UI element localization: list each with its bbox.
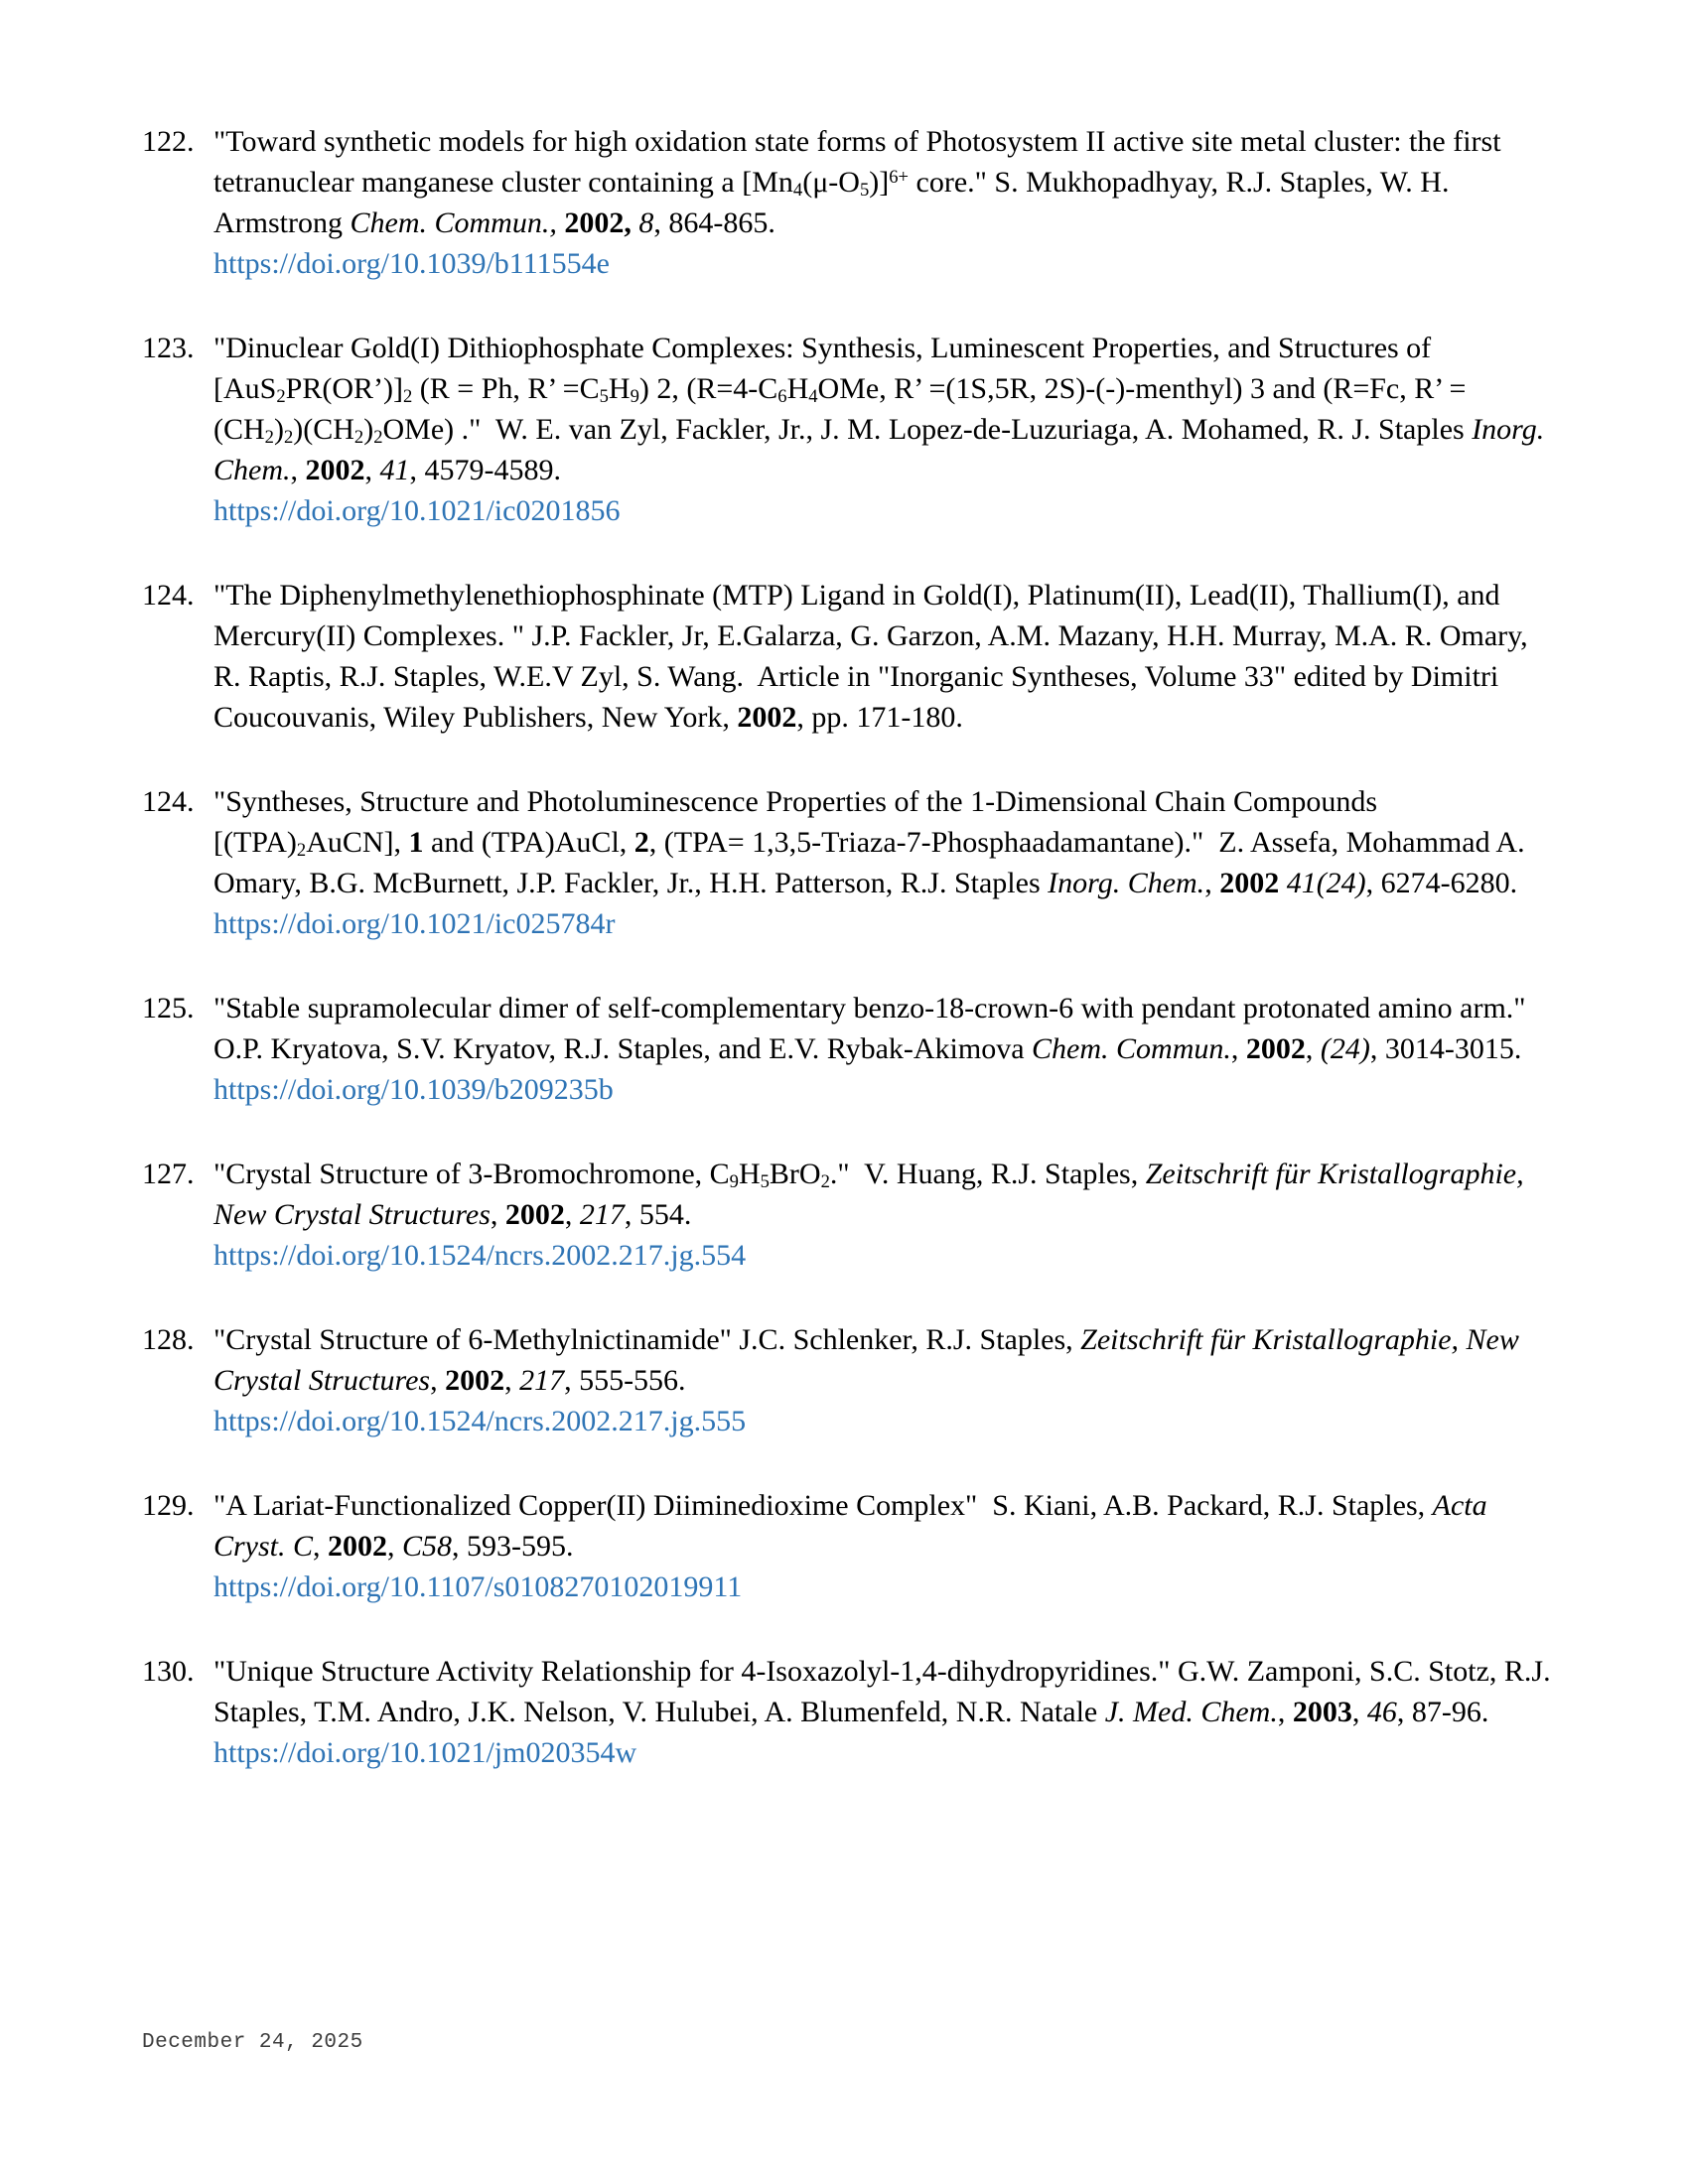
citation-text-segment: ,: [1230, 1032, 1246, 1065]
citation-text-segment: 2003: [1292, 1696, 1352, 1728]
reference-item: [142, 121, 1552, 284]
citation-text-segment: (μ-O: [802, 166, 860, 199]
citation-text-segment: ,: [290, 454, 306, 486]
citation-text-segment: "Unique Structure Activity Relationship for 4-Isoxazolyl-1,4-dihydropyridines." G.W. Zamponi, S.C. Stotz, R.J. Staples, T.M. Andro, J.K. Nelson, V. Hulubei, A. Blumenfeld, N.R. Natale: [213, 1655, 1559, 1728]
citation-text-segment: , 555-556.: [564, 1364, 686, 1397]
citation-text-segment: 2002: [737, 701, 797, 734]
citation-text-segment: 2002: [445, 1364, 505, 1397]
reference-item: [142, 988, 1552, 1110]
reference-item: [142, 575, 1552, 738]
reference-number: 129.: [142, 1489, 195, 1522]
reference-number: 127.: [142, 1158, 195, 1190]
doi-link[interactable]: https://doi.org/10.1524/ncrs.2002.217.jg.555: [213, 1405, 747, 1437]
citation-text-segment: PR(OR’)]: [285, 372, 403, 405]
citation-text-segment: , 554.: [624, 1198, 692, 1231]
citation-text-segment: core." S. Mukhopadhyay, R.J. Staples, W. H. Armstrong: [213, 166, 1456, 239]
citation-text-segment: and (TPA)AuCl,: [423, 826, 634, 859]
citation-text-segment: "Crystal Structure of 3-Bromochromone, C: [213, 1158, 730, 1190]
citation-text-segment: , 864-865.: [653, 206, 775, 239]
subscript-text: 2: [283, 427, 294, 449]
citation-text-segment: ,: [430, 1364, 446, 1397]
reference-number: 128.: [142, 1323, 195, 1356]
citation-text-segment: ,: [504, 1364, 520, 1397]
citation-text-segment: 2002: [328, 1530, 388, 1563]
doi-link[interactable]: https://doi.org/10.1021/jm020354w: [213, 1736, 637, 1769]
subscript-text: 2: [373, 427, 383, 449]
citation-text-segment: ,: [364, 454, 380, 486]
citation-text-segment: H: [786, 372, 809, 405]
citation-text-segment: H: [608, 372, 631, 405]
citation-text-segment: (24): [1320, 1032, 1370, 1065]
citation-text-segment: 2002: [504, 1198, 565, 1231]
reference-list: [142, 121, 1559, 1817]
citation-text-segment: ,: [564, 1198, 580, 1231]
subscript-text: 2: [353, 427, 364, 449]
reference-number: 125.: [142, 992, 195, 1024]
citation-text-segment: 2002,: [564, 206, 632, 239]
citation-text-segment: , 593-595.: [452, 1530, 574, 1563]
citation-text-segment: BrO: [769, 1158, 821, 1190]
reference-text: [213, 785, 1532, 940]
citation-text-segment: "Toward synthetic models for high oxidation state forms of Photosystem II active site metal cluster: the first tetranuclear manganese cluster containing a [Mn: [213, 125, 1509, 199]
citation-text-segment: 41: [379, 454, 410, 486]
citation-text-segment: "Dinuclear Gold(I) Dithiophosphate Complexes: Synthesis, Luminescent Properties, and Structures of [AuS: [213, 332, 1439, 405]
reference-item: [142, 328, 1552, 531]
citation-text-segment: [1279, 867, 1287, 899]
citation-text-segment: Chem. Commun.: [1032, 1032, 1231, 1065]
doi-link[interactable]: https://doi.org/10.1039/b111554e: [213, 247, 610, 280]
citation-text-segment: "Syntheses, Structure and Photoluminescence Properties of the 1-Dimensional Chain Compounds [(TPA): [213, 785, 1385, 859]
citation-text-segment: Acta Cryst. C: [213, 1489, 1495, 1563]
subscript-text: 4: [792, 180, 803, 202]
citation-text-segment: "The Diphenylmethylenethiophosphinate (MTP) Ligand in Gold(I), Platinum(II), Lead(II), Thallium(I), and Mercury(II) Complexes. " J.P. Fackler, Jr, E.Galarza, G. Garzon, A.M. Mazany, H.H. Murray, M.A. R. Omary, R. Raptis, R.J. Staples, W.E.V Zyl, S. Wang. Article in "Inorganic Syntheses, Volume 33" edited by Dimitri Coucouvanis, Wiley Publishers, New York,: [213, 579, 1536, 734]
citation-text-segment: , pp. 171-180.: [796, 701, 963, 734]
citation-text-segment: 217: [519, 1364, 565, 1397]
citation-text-segment: 41(24): [1286, 867, 1366, 899]
citation-text-segment: Zeitschrift für Kristallographie, New Crystal Structures: [213, 1323, 1527, 1397]
subscript-text: 6: [777, 386, 787, 408]
reference-text: [213, 1655, 1558, 1769]
citation-text-segment: "Stable supramolecular dimer of self-complementary benzo-18-crown-6 with pendant protonated amino arm." O.P. Kryatova, S.V. Kryatov, R.J. Staples, and E.V. Rybak-Akimova: [213, 992, 1534, 1065]
reference-number: 130.: [142, 1655, 195, 1688]
footer-date: December 24, 2025: [142, 2031, 363, 2054]
reference-item: [142, 1319, 1552, 1441]
citation-text-segment: ,: [1277, 1696, 1293, 1728]
reference-text: [213, 1489, 1494, 1603]
doi-link[interactable]: https://doi.org/10.1039/b209235b: [213, 1073, 614, 1106]
citation-text-segment: , (TPA= 1,3,5-Triaza-7-Phosphaadamantane)." Z. Assefa, Mohammad A. Omary, B.G. McBurnett, J.P. Fackler, Jr., H.H. Patterson, R.J. Staples: [213, 826, 1533, 899]
reference-text: [213, 992, 1533, 1106]
citation-text-segment: )(CH: [293, 413, 354, 446]
reference-number: 123.: [142, 332, 195, 364]
citation-text-segment: ,: [387, 1530, 403, 1563]
reference-item: [142, 1651, 1559, 1773]
subscript-text: 5: [760, 1171, 770, 1193]
citation-text-segment: ,: [313, 1530, 329, 1563]
citation-text-segment: Inorg. Chem.: [1048, 867, 1205, 899]
reference-item: [142, 1154, 1552, 1276]
subscript-text: 2: [820, 1171, 830, 1193]
citation-text-segment: Chem. Commun.,: [350, 206, 565, 239]
citation-text-segment: ): [273, 413, 284, 446]
citation-text-segment: J. Med. Chem.: [1104, 1696, 1278, 1728]
citation-text-segment: , 87-96.: [1396, 1696, 1496, 1728]
citation-text-segment: 8: [638, 206, 654, 239]
subscript-text: 5: [859, 180, 870, 202]
citation-text-segment: "A Lariat-Functionalized Copper(II) Diiminedioxime Complex" S. Kiani, A.B. Packard, R.J. Staples,: [213, 1489, 1433, 1522]
reference-number: 122.: [142, 125, 195, 158]
reference-text: [213, 579, 1535, 734]
reference-number: 124.: [142, 785, 195, 818]
citation-text-segment: ,: [1305, 1032, 1321, 1065]
citation-text-segment: 2: [633, 826, 649, 859]
doi-link[interactable]: https://doi.org/10.1524/ncrs.2002.217.jg.554: [213, 1239, 747, 1272]
reference-text: [213, 1158, 1531, 1272]
citation-text-segment: )]: [869, 166, 890, 199]
doi-link[interactable]: https://doi.org/10.1021/ic0201856: [213, 494, 621, 527]
reference-text: [213, 1323, 1526, 1437]
citation-text-segment: 217: [579, 1198, 625, 1231]
citation-text-segment: 1: [408, 826, 424, 859]
citation-text-segment: OMe) ." W. E. van Zyl, Fackler, Jr., J. M. Lopez-de-Luzuriaga, A. Mohamed, R. J. Staples: [382, 413, 1473, 446]
citation-text-segment: AuCN],: [306, 826, 409, 859]
reference-item: [142, 781, 1552, 944]
citation-text-segment: ,: [1204, 867, 1220, 899]
citation-text-segment: ,: [1351, 1696, 1367, 1728]
citation-text-segment: 2002: [305, 454, 365, 486]
doi-link[interactable]: https://doi.org/10.1107/s0108270102019911: [213, 1570, 743, 1603]
doi-link[interactable]: https://doi.org/10.1021/ic025784r: [213, 907, 616, 940]
subscript-text: 9: [729, 1171, 739, 1193]
citation-text-segment: ." V. Huang, R.J. Staples,: [829, 1158, 1146, 1190]
subscript-text: 4: [808, 386, 818, 408]
citation-text-segment: OMe, R’ =(1S,5R, 2S)-(-)-menthyl) 3 and (R=Fc, R’ = (CH: [213, 372, 1474, 446]
citation-text-segment: 46: [1366, 1696, 1397, 1728]
citation-text-segment: , 3014-3015.: [1369, 1032, 1529, 1065]
citation-text-segment: "Crystal Structure of 6-Methylnictinamide" J.C. Schlenker, R.J. Staples,: [213, 1323, 1081, 1356]
reference-item: [142, 1485, 1552, 1607]
subscript-text: 2: [276, 386, 286, 408]
subscript-text: 2: [402, 386, 413, 408]
citation-text-segment: C58: [402, 1530, 453, 1563]
citation-text-segment: 2002: [1219, 867, 1280, 899]
citation-text-segment: 2002: [1245, 1032, 1306, 1065]
subscript-text: 9: [630, 386, 639, 408]
superscript-text: 6+: [889, 167, 910, 189]
citation-text-segment: , 4579-4589.: [409, 454, 561, 486]
subscript-text: 5: [599, 386, 609, 408]
citation-text-segment: ): [363, 413, 374, 446]
reference-text: [213, 125, 1508, 280]
citation-text-segment: H: [738, 1158, 761, 1190]
citation-text-segment: ) 2, (R=4-C: [638, 372, 778, 405]
citation-text-segment: Zeitschrift für Kristallographie, New Crystal Structures: [213, 1158, 1532, 1231]
reference-text: [213, 332, 1552, 527]
citation-text-segment: ,: [490, 1198, 505, 1231]
citation-text-segment: (R = Ph, R’ =C: [412, 372, 600, 405]
citation-text-segment: , 6274-6280.: [1365, 867, 1518, 899]
subscript-text: 2: [296, 840, 307, 862]
reference-number: 124.: [142, 579, 195, 612]
subscript-text: 2: [264, 427, 274, 449]
citation-text-segment: Inorg. Chem.: [213, 413, 1552, 486]
